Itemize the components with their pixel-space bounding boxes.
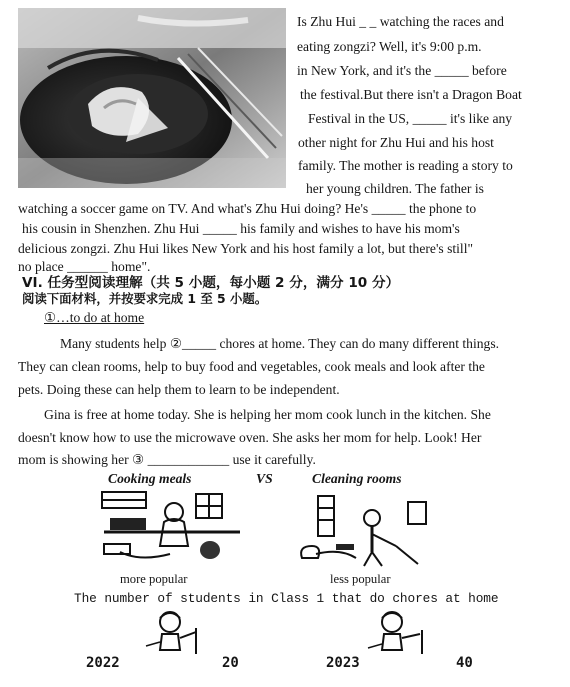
- section-title: VI. 任务型阅读理解（共 5 小题，每小题 2 分，满分 10 分）: [22, 275, 400, 291]
- passage-line: delicious zongzi. Zhu Hui likes New York and his host family a lot, but there's still": [18, 241, 474, 256]
- cooking-meals-label: Cooking meals: [108, 471, 192, 486]
- more-popular-label: more popular: [120, 572, 188, 586]
- less-popular-label: less popular: [330, 572, 391, 586]
- paragraph-line: Gina is free at home today. She is helping her mom cook lunch in the kitchen. She: [44, 407, 491, 422]
- cleaning-rooms-label: Cleaning rooms: [312, 471, 402, 486]
- zongzi-photo: [18, 8, 286, 188]
- passage-line: Is Zhu Hui _ _ watching the races and: [297, 14, 504, 29]
- paragraph-line: Many students help ②_____ chores at home. They can do many different things.: [60, 336, 500, 351]
- paragraph-line: mom is showing her ③ ____________ use it carefully.: [18, 452, 316, 467]
- year-2022-label: 2022: [86, 655, 120, 671]
- year-2023-label: 2023: [326, 655, 360, 671]
- passage-line: no place ______ home".: [18, 259, 151, 274]
- passage-line: eating zongzi? Well, it's 9:00 p.m.: [297, 39, 482, 54]
- paragraph-line: They can clean rooms, help to buy food and vegetables, cook meals and look after the: [18, 359, 485, 374]
- chart-caption: The number of students in Class 1 that do chores at home: [74, 591, 499, 606]
- passage-line: watching a soccer game on TV. And what's Zhu Hui doing? He's _____ the phone to: [18, 201, 477, 216]
- value-2023-label: 40: [456, 655, 473, 671]
- passage-line: the festival.But there isn't a Dragon Boat: [300, 87, 522, 102]
- passage-line: his cousin in Shenzhen. Zhu Hui _____ his family and wishes to have his mom's: [22, 221, 460, 236]
- passage-line: in New York, and it's the _____ before: [297, 63, 507, 78]
- zongzi-photo-image: [18, 8, 286, 188]
- passage-line: her young children. The father is: [306, 181, 484, 196]
- value-2022-label: 20: [222, 655, 239, 671]
- section-instruction: 阅读下面材料，并按要求完成 1 至 5 小题。: [22, 291, 268, 306]
- student-figure-2022: [140, 608, 220, 660]
- passage-line: other night for Zhu Hui and his host: [298, 135, 494, 150]
- cleaning-illustration: [296, 488, 436, 568]
- cooking-illustration: [100, 488, 250, 568]
- sub-heading: ①…to do at home: [44, 310, 145, 325]
- passage-line: Festival in the US, _____ it's like any: [308, 111, 513, 126]
- paragraph-line: pets. Doing these can help them to learn to be independent.: [18, 382, 340, 397]
- student-figure-2023: [362, 608, 442, 660]
- vs-label: VS: [256, 471, 273, 486]
- paragraph-line: doesn't know how to use the microwave oven. She asks her mom for help. Look! Her: [18, 430, 482, 445]
- passage-line: family. The mother is reading a story to: [298, 158, 513, 173]
